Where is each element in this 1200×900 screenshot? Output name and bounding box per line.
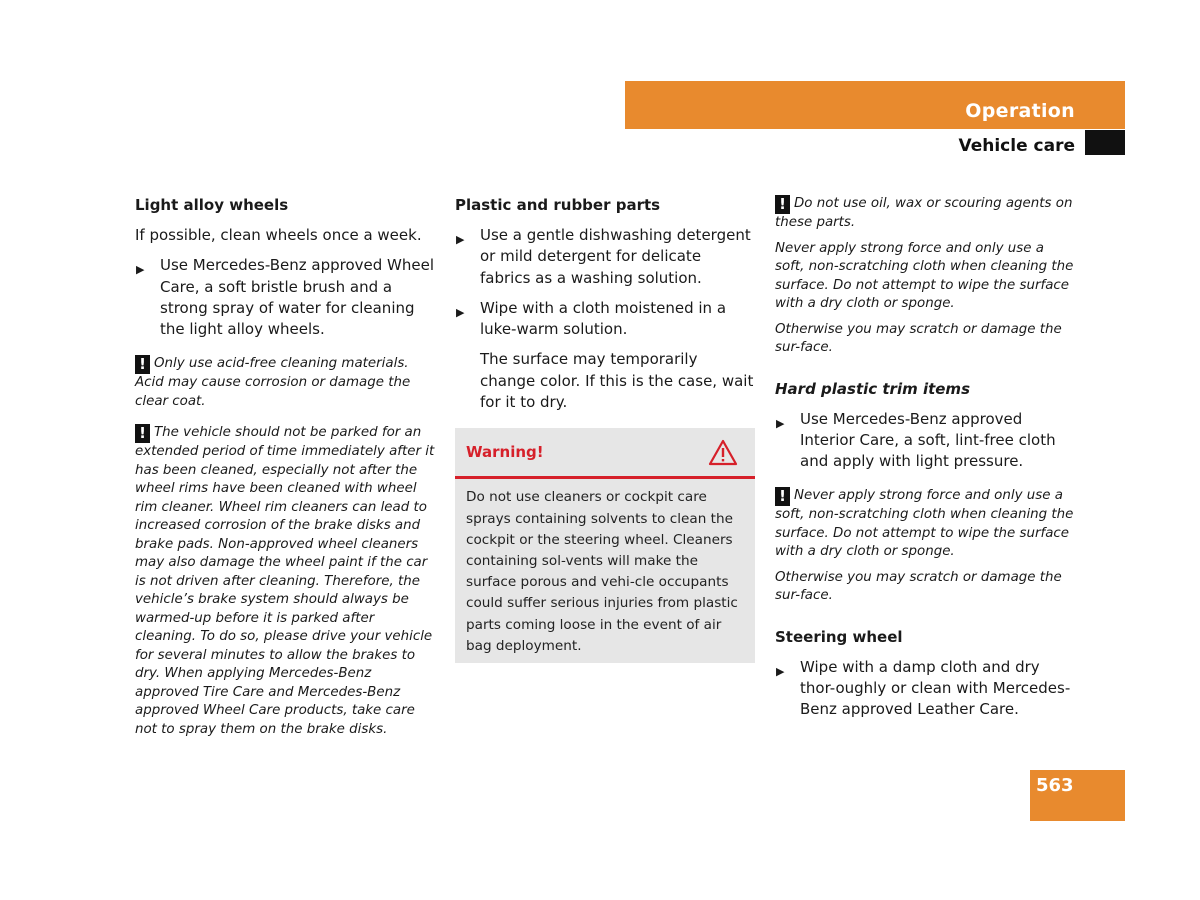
bullet-arrow-icon: ▶ [776, 664, 785, 678]
bullet-arrow-icon: ▶ [456, 305, 465, 319]
warning-triangle-icon [708, 439, 738, 470]
warning-header [455, 428, 755, 479]
note-text: Only use acid-free cleaning materials. Acid may cause corrosion or damage the clear coat. [135, 356, 411, 409]
intro-text: If possible, clean wheels once a week. [135, 226, 422, 244]
heading-hard-plastic-trim: Hard plastic trim items [775, 379, 970, 398]
list-item [775, 409, 1075, 473]
list-item [455, 298, 755, 341]
note [775, 195, 1075, 233]
list-item-text: Wipe with a cloth moistened in a luke-warm solution. [480, 298, 727, 339]
page-number: 563 [1036, 775, 1074, 796]
list-item-text: Wipe with a damp cloth and dry thor-oughly or clean with Mercedes-Benz approved Leather Care. [800, 657, 1071, 719]
exclamation-icon: ! [135, 355, 150, 374]
list-item [775, 657, 1075, 721]
exclamation-icon: ! [775, 195, 790, 214]
column-left [135, 195, 435, 746]
heading-light-alloy-wheels: Light alloy wheels [135, 196, 289, 214]
bullet-arrow-icon: ▶ [136, 263, 145, 277]
list-item-text: Use Mercedes-Benz approved Wheel Care, a soft bristle brush and a strong spray of water for cleaning the light alloy wheels. [160, 256, 434, 339]
warning-title: Warning! [466, 443, 544, 462]
note-text: Never apply strong force and only use a soft, non-scratching cloth when cleaning the surface. Do not attempt to wipe the surface with a dry cloth or sponge. [775, 240, 1074, 311]
note [135, 355, 435, 411]
list-item-text: Use Mercedes-Benz approved Interior Care, a soft, lint-free cloth and apply with light pressure. [800, 409, 1056, 471]
note-text: Never apply strong force and only use a soft, non-scratching cloth when cleaning the surface. Do not attempt to wipe the surface with a dry cloth or sponge. [775, 488, 1074, 560]
page-number-box [1030, 770, 1125, 821]
section-title: Operation [965, 100, 1075, 122]
followup-text: The surface may temporarily change color. If this is the case, wait for it to dry. [480, 350, 754, 412]
exclamation-icon: ! [135, 424, 150, 443]
header-marker-block [1085, 130, 1125, 155]
note-text: The vehicle should not be parked for an extended period of time immediately after it has been cleaned, especially not after the wheel rims have been cleaned with wheel rim cleaner. Wheel rim cleaners can lead to increased corrosion of the brake disks and brake pads. Non-approved wheel cleaners may also damage the wheel paint if the car is not driven after cleaning. Therefore, the vehicle’s brake system should always be warmed-up before it is parked after cleaning. To do so, please drive your vehicle for several minutes to allow the brakes to dry. When applying Mercedes-Benz approved Tire Care and Mercedes-Benz approved Wheel Care products, take care not to spray them on the brake disks. [135, 425, 435, 737]
column-middle [455, 195, 755, 663]
note-text: Otherwise you may scratch or damage the sur-face. [775, 569, 1062, 604]
heading-steering-wheel: Steering wheel [775, 627, 903, 646]
column-right [775, 195, 1075, 730]
warning-box [455, 428, 755, 663]
subsection-title: Vehicle care [958, 136, 1075, 156]
exclamation-icon: ! [775, 487, 790, 506]
heading-plastic-rubber: Plastic and rubber parts [455, 196, 661, 214]
note-text: Otherwise you may scratch or damage the sur-face. [775, 321, 1062, 355]
list-item [135, 255, 435, 340]
note [775, 487, 1075, 562]
note-text: Do not use oil, wax or scouring agents on these parts. [775, 196, 1073, 230]
bullet-arrow-icon: ▶ [776, 416, 785, 430]
list-item-text: Use a gentle dishwashing detergent or mild detergent for delicate fabrics as a washing solution. [480, 226, 751, 287]
bullet-arrow-icon: ▶ [456, 233, 465, 246]
note [135, 424, 435, 739]
list-item [455, 225, 755, 289]
warning-text: Do not use cleaners or cockpit care sprays containing solvents to clean the cockpit or the steering wheel. Cleaners containing sol-vents will make the surface porous and vehi-cle occupants could suffer serious injuries from plastic parts coming loose in the event of air bag deployment. [466, 489, 738, 654]
